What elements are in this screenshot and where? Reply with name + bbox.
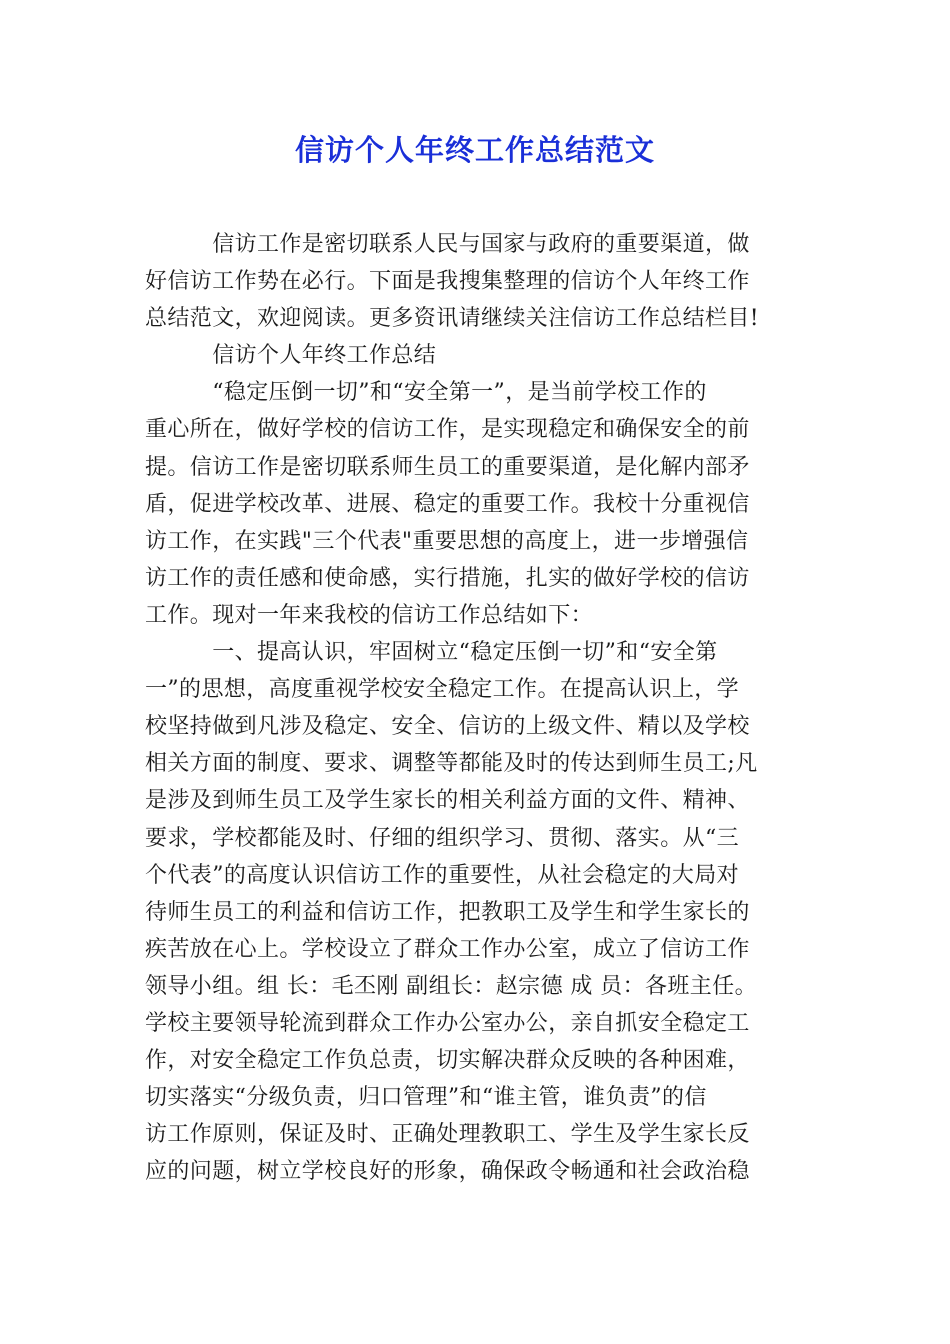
body-line: 盾，促进学校改革、进展、稳定的重要工作。我校十分重视信 xyxy=(145,491,750,517)
body-line: 访工作，在实践"三个代表"重要思想的高度上，进一步增强信 xyxy=(145,528,749,554)
body-line: 重心所在，做好学校的信访工作，是实现稳定和确保安全的前 xyxy=(145,417,750,443)
body-line: 学校主要领导轮流到群众工作办公室办公，亲自抓安全稳定工 xyxy=(145,1010,750,1036)
body-line: 应的问题，树立学校良好的形象，确保政令畅通和社会政治稳 xyxy=(145,1159,750,1185)
body-line: 校坚持做到凡涉及稳定、安全、信访的上级文件、精以及学校 xyxy=(145,714,750,740)
body-line: 信访工作是密切联系人民与国家与政府的重要渠道，做 xyxy=(145,232,750,257)
body-line: 相关方面的制度、要求、调整等都能及时的传达到师生员工;凡 xyxy=(145,751,758,777)
body-line: 作，对安全稳定工作负总责，切实解决群众反映的各种困难， xyxy=(145,1048,750,1074)
body-line: 要求，学校都能及时、仔细的组织学习、贯彻、落实。从“三 xyxy=(145,825,740,851)
body-line: 切实落实“分级负责，归口管理”和“谁主管，谁负责”的信 xyxy=(145,1085,707,1111)
document-title: 信访个人年终工作总结范文 xyxy=(294,133,655,167)
body-line: 访工作原则，保证及时、正确处理教职工、学生及学生家长反 xyxy=(145,1122,750,1148)
document-body xyxy=(145,226,805,1190)
body-line: 一、提高认识，牢固树立“稳定压倒一切”和“安全第 xyxy=(145,640,718,666)
body-line: 是涉及到师生员工及学生家长的相关利益方面的文件、精神、 xyxy=(145,788,750,814)
body-line: 提。信访工作是密切联系师生员工的重要渠道，是化解内部矛 xyxy=(145,454,750,480)
body-line: 待师生员工的利益和信访工作，把教职工及学生和学生家长的 xyxy=(145,899,750,925)
body-line: “稳定压倒一切”和“安全第一”，是当前学校工作的 xyxy=(145,380,707,406)
body-line: 一”的思想，高度重视学校安全稳定工作。在提高认识上，学 xyxy=(145,677,740,703)
body-line: 领导小组。组 长：毛丕刚 副组长：赵宗德 成 员：各班主任。 xyxy=(145,973,757,999)
body-line: 总结范文，欢迎阅读。更多资讯请继续关注信访工作总结栏目! xyxy=(145,306,760,332)
body-line: 工作。现对一年来我校的信访工作总结如下： xyxy=(145,602,594,628)
body-line: 访工作的责任感和使命感，实行措施，扎实的做好学校的信访 xyxy=(145,565,750,591)
body-line: 好信访工作势在必行。下面是我搜集整理的信访个人年终工作 xyxy=(145,269,750,295)
body-line: 疾苦放在心上。学校设立了群众工作办公室，成立了信访工作 xyxy=(145,936,750,962)
body-line: 个代表”的高度认识信访工作的重要性，从社会稳定的大局对 xyxy=(145,862,740,888)
body-line: 信访个人年终工作总结 xyxy=(145,343,437,369)
